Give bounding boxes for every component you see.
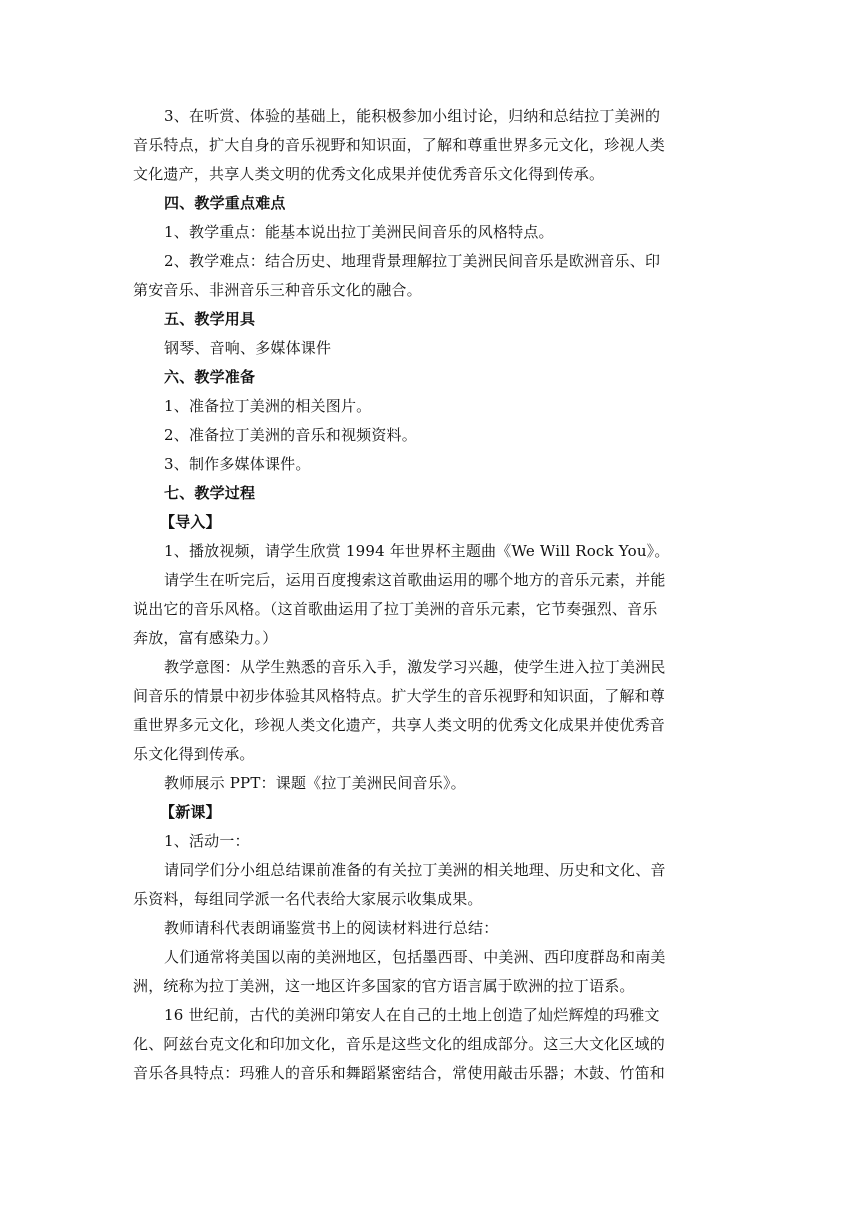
ppt-title-line: 教师展示 PPT：课题《拉丁美洲民间音乐》。 <box>164 774 466 792</box>
preparation-item-2: 2、准备拉丁美洲的音乐和视频资料。 <box>164 426 417 444</box>
intro-paragraph-line-3: 奔放，富有感染力。） <box>133 629 278 647</box>
subheading-introduction: 【导入】 <box>160 513 221 531</box>
history-paragraph-line-3: 音乐各具特点：玛雅人的音乐和舞蹈紧密结合，常使用敲击乐器；木鼓、竹笛和 <box>133 1064 666 1082</box>
intro-paragraph-line-2: 说出它的音乐风格。（这首歌曲运用了拉丁美洲的音乐元素，它节奏强烈、音乐 <box>133 600 658 618</box>
intent-paragraph-line-3: 重世界多元文化，珍视人类文化遗产，共享人类文明的优秀文化成果并使优秀音 <box>133 716 666 734</box>
paragraph-objective-3-line-1: 3、在听赏、体验的基础上，能积极参加小组讨论，归纳和总结拉丁美洲的 <box>164 107 661 125</box>
section-heading-key-points: 四、教学重点难点 <box>164 194 286 212</box>
activity-1-heading: 1、活动一： <box>164 832 250 850</box>
intro-paragraph-line-1: 请学生在听完后，运用百度搜索这首歌曲运用的哪个地方的音乐元素，并能 <box>164 571 666 589</box>
difficulty-item-line-1: 2、教学难点：结合历史、地理背景理解拉丁美洲民间音乐是欧洲音乐、印 <box>164 252 661 270</box>
intro-step-1: 1、播放视频，请学生欣赏 1994 年世界杯主题曲《We Will Rock You》。 <box>164 542 670 560</box>
section-heading-preparation: 六、教学准备 <box>164 368 256 386</box>
reading-intro-line: 教师请科代表朗诵鉴赏书上的阅读材料进行总结： <box>164 919 499 937</box>
latin-america-paragraph-line-1: 人们通常将美国以南的美洲地区，包括墨西哥、中美洲、西印度群岛和南美 <box>164 948 666 966</box>
activity-paragraph-line-2: 乐资料，每组同学派一名代表给大家展示收集成果。 <box>133 890 483 908</box>
subheading-new-lesson: 【新课】 <box>160 803 221 821</box>
section-heading-tools: 五、教学用具 <box>164 310 256 328</box>
difficulty-item-line-2: 第安音乐、非洲音乐三种音乐文化的融合。 <box>133 281 422 299</box>
section-heading-process: 七、教学过程 <box>164 484 256 502</box>
latin-america-paragraph-line-2: 洲，统称为拉丁美洲，这一地区许多国家的官方语言属于欧洲的拉丁语系。 <box>133 977 635 995</box>
preparation-item-3: 3、制作多媒体课件。 <box>164 455 311 473</box>
intent-paragraph-line-1: 教学意图：从学生熟悉的音乐入手，激发学习兴趣，使学生进入拉丁美洲民 <box>164 658 666 676</box>
history-paragraph-line-1: 16 世纪前，古代的美洲印第安人在自己的土地上创造了灿烂辉煌的玛雅文 <box>164 1006 660 1024</box>
paragraph-objective-3-line-2: 音乐特点，扩大自身的音乐视野和知识面，了解和尊重世界多元文化，珍视人类 <box>133 136 666 154</box>
tools-list: 钢琴、音响、多媒体课件 <box>164 339 332 357</box>
intent-paragraph-line-4: 乐文化得到传承。 <box>133 745 255 763</box>
intent-paragraph-line-2: 间音乐的情景中初步体验其风格特点。扩大学生的音乐视野和知识面，了解和尊 <box>133 687 666 705</box>
paragraph-objective-3-line-3: 文化遗产，共享人类文明的优秀文化成果并使优秀音乐文化得到传承。 <box>133 165 605 183</box>
key-point-item: 1、教学重点：能基本说出拉丁美洲民间音乐的风格特点。 <box>164 223 554 241</box>
activity-paragraph-line-1: 请同学们分小组总结课前准备的有关拉丁美洲的相关地理、历史和文化、音 <box>164 861 666 879</box>
preparation-item-1: 1、准备拉丁美洲的相关图片。 <box>164 397 372 415</box>
history-paragraph-line-2: 化、阿兹台克文化和印加文化，音乐是这些文化的组成部分。这三大文化区域的 <box>133 1035 666 1053</box>
